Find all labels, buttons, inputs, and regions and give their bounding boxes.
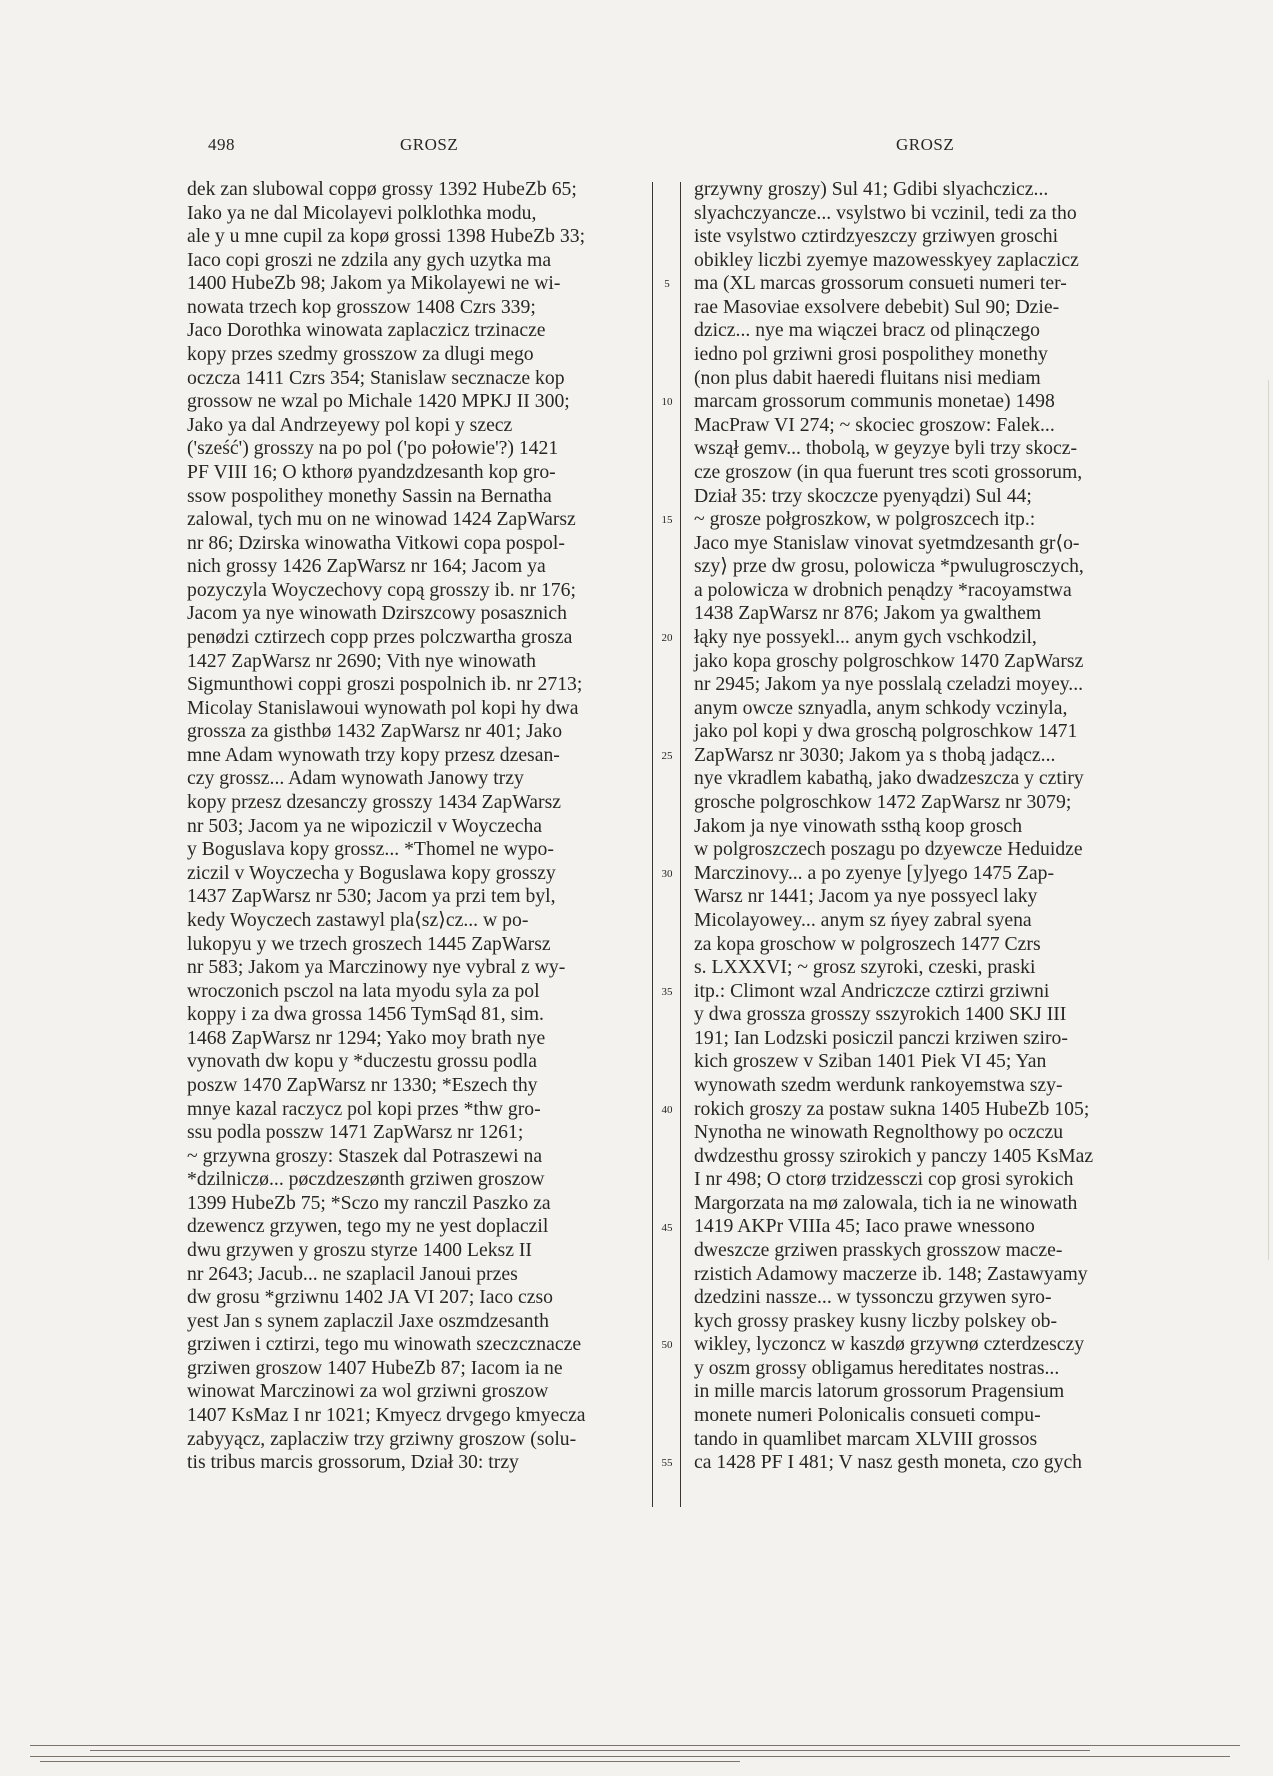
text-line: 1407 KsMaz I nr 1021; Kmyecz drvgego kmyecza (187, 1404, 586, 1427)
text-line: Jacom ya nye winowath Dzirszcowy posasznich (187, 602, 567, 625)
text-line: Micolayowey... anym sz ńyey zabral syena (694, 908, 1032, 931)
text-line: y dwa grossza grosszy sszyrokich 1400 SKJ III (694, 1003, 1067, 1026)
text-line: monete numeri Polonicalis consueti compu- (694, 1404, 1041, 1427)
text-line: koppy i za dwa grossa 1456 TymSąd 81, sim. (187, 1003, 544, 1026)
text-line: ssow pospolithey monethy Sassin na Bernatha (187, 484, 552, 507)
right-column (694, 178, 1116, 1475)
text-line: dzicz... nye ma wiączei bracz od plinączego (694, 319, 1040, 342)
text-line: Iaco copi groszi ne zdzila any gych uzytka ma (187, 248, 552, 271)
text-line: nr 2945; Jakom ya nye posslalą czeladzi moyey... (694, 673, 1084, 696)
text-line: mnye kazal raczycz pol kopi przes *thw gro- (187, 1097, 541, 1120)
text-line: Marczinovy... a po zyenye [y]yego 1475 Zap- (694, 861, 1055, 884)
line-number: 45 (661, 1221, 673, 1234)
text-line: wroczonich psczol na lata myodu syla za pol (187, 979, 540, 1002)
text-line: MacPraw VI 274; ~ skociec groszow: Falek... (694, 413, 1055, 436)
text-line: kopy przes szedmy grosszow za dlugi mego (187, 343, 534, 366)
text-line: 1437 ZapWarsz nr 530; Jacom ya przi tem byl, (187, 885, 556, 908)
text-line: vynovath dw kopu y *duczestu grossu podla (187, 1050, 537, 1073)
text-line: ma (XL marcas grossorum consueti numeri ter- (694, 272, 1067, 295)
running-head-left: GROSZ (400, 135, 459, 154)
line-number: 10 (661, 396, 673, 409)
text-line: nr 503; Jacom ya ne wipoziczil v Woyczecha (187, 814, 543, 837)
text-line: 1468 ZapWarsz nr 1294; Yako moy brath nye (187, 1026, 546, 1049)
line-number: 5 (664, 278, 670, 291)
text-line: iste vsylstwo cztirdzyeszczy grziwyen groschi (694, 225, 1059, 248)
text-line: 191; Ian Lodzski posiczil panczi krziwen sziro- (694, 1026, 1068, 1049)
text-line: zalowal, tych mu on ne winowad 1424 ZapWarsz (187, 508, 576, 531)
text-line: penødzi cztirzech copp przes polczwartha grosza (187, 625, 573, 648)
text-line: ZapWarsz nr 3030; Jakom ya s thobą jadącz... (694, 743, 1056, 766)
text-line: 1400 HubeZb 98; Jakom ya Mikolayewi ne wi- (187, 272, 561, 295)
text-line: dw grosu *grziwnu 1402 JA VI 207; Iaco czso (187, 1286, 553, 1309)
text-line: pozyczyla Woyczechovy copą grosszy ib. nr 176; (187, 578, 576, 601)
text-line: wszął gemv... thobolą, w geyzye byli trzy skocz- (694, 437, 1078, 460)
line-number: 50 (661, 1339, 673, 1352)
text-line: kopy przesz dzesanczy grosszy 1434 ZapWarsz (187, 791, 561, 814)
text-line: rokich groszy za postaw sukna 1405 HubeZb 105; (694, 1097, 1090, 1120)
text-line: y oszm grossy obligamus hereditates nostras... (694, 1356, 1060, 1379)
text-line: Jakom ja nye vinowath ssthą koop grosch (694, 814, 1023, 837)
text-line: lukopyu y we trzech groszech 1445 ZapWarsz (187, 932, 551, 955)
text-line: dwdzesthu grossy szirokich y panczy 1405 KsMaz (694, 1144, 1094, 1167)
text-line: nich grossy 1426 ZapWarsz nr 164; Jacom ya (187, 555, 546, 578)
text-line: grzywny groszy) Sul 41; Gdibi slyachczicz... (694, 178, 1049, 200)
text-line: obikley liczbi zyemye mazowesskyey zaplaczicz (694, 248, 1079, 271)
text-line: ~ grzywna groszy: Staszek dal Potraszewi na (187, 1144, 543, 1167)
text-line: anym owcze sznyadla, anym schkody vczinyla, (694, 696, 1068, 719)
text-line: w polgroszczech poszagu po dzyewcze Heduidze (694, 838, 1083, 861)
scan-edge-mark (1268, 380, 1269, 1260)
text-line: Jako ya dal Andrzeyewy pol kopi y szecz (187, 413, 513, 436)
text-line: czy grossz... Adam wynowath Janowy trzy (187, 767, 524, 790)
text-line: 1438 ZapWarsz nr 876; Jakom ya gwalthem (694, 602, 1042, 625)
text-line: grossza za gisthbø 1432 ZapWarsz nr 401; Jako (187, 720, 563, 743)
text-line: poszw 1470 ZapWarsz nr 1330; *Eszech thy (187, 1073, 538, 1096)
text-line: nye vkradlem kabathą, jako dwadzeszcza y cztiry (694, 767, 1084, 790)
text-line: dweszcze grziwen prasskych grosszow macze- (694, 1239, 1063, 1262)
text-line: y Boguslava kopy grossz... *Thomel ne wypo- (187, 838, 554, 861)
text-line: yest Jan s synem zaplaczil Jaxe oszmdzesanth (187, 1309, 549, 1332)
line-number: 20 (661, 632, 673, 645)
text-line: Nynotha ne winowath Regnolthowy po oczczu (694, 1121, 1064, 1144)
text-line: ('sześć') grosszy na po pol ('po połowie'?) 1421 (187, 437, 559, 460)
text-line: Jaco Dorothka winowata zaplaczicz trzinacze (187, 319, 546, 342)
text-line: cze groszow (in qua fuerunt tres scoti grossorum, (694, 460, 1083, 483)
text-line: Margorzata na mø zalowala, tich ia ne winowath (694, 1191, 1078, 1214)
text-line: dzewencz grzywen, tego my ne yest doplaczil (187, 1215, 549, 1238)
text-line: dek zan slubowal coppø grossy 1392 HubeZb 65; (187, 178, 577, 200)
text-line: PF VIII 16; O kthorø pyandzdzesanth kop gro- (187, 460, 556, 483)
text-line: itp.: Climont wzal Andriczcze cztirzi grziwni (694, 979, 1050, 1002)
line-number: 15 (661, 514, 673, 527)
left-column (187, 178, 609, 1475)
line-number: 30 (661, 867, 673, 880)
text-line: szy⟩ prze dw grosu, polowicza *pwulugrosczych, (694, 555, 1084, 578)
text-line: nowata trzech kop grosszow 1408 Czrs 339; (187, 295, 536, 318)
text-line: s. LXXXVI; ~ grosz szyroki, czeski, praski (694, 956, 1036, 979)
text-line: jako pol kopi y dwa groschą polgroschkow 1471 (694, 720, 1078, 743)
text-line: zabyyącz, zaplacziw trzy grziwny groszow (solu- (187, 1427, 577, 1450)
text-line: (non plus dabit haeredi fluitans nisi mediam (694, 366, 1041, 389)
text-line: rzistich Adamowy maczerze ib. 148; Zastawyamy (694, 1262, 1088, 1285)
text-line: marcam grossorum communis monetae) 1498 (694, 390, 1055, 413)
text-line: I nr 498; O ctorø trzidzessczi cop grosi syrokich (694, 1168, 1074, 1191)
text-line: dwu grzywen y groszu styrze 1400 Leksz II (187, 1239, 532, 1262)
text-line: rae Masoviae exsolvere debebit) Sul 90; Dzie- (694, 295, 1060, 318)
text-line: Dział 35: trzy skoczcze pyenyądzi) Sul 44; (694, 484, 1032, 507)
text-line: dzedzini nassze... w tyssonczu grzywen syro- (694, 1286, 1052, 1309)
text-line: grziwen i cztirzi, tego mu winowath szeczcznacze (187, 1333, 582, 1356)
text-line: ssu podla posszw 1471 ZapWarsz nr 1261; (187, 1121, 524, 1144)
text-line: kedy Woyczech zastawyl pla⟨sz⟩cz... w po- (187, 908, 529, 931)
text-line: nr 86; Dzirska winowatha Vitkowi copa pospol- (187, 531, 565, 554)
text-line: oczcza 1411 Czrs 354; Stanislaw secznacze kop (187, 366, 565, 389)
text-line: winowat Marczinowi za wol grziwni groszow (187, 1380, 549, 1403)
text-line: ~ grosze połgroszkow, w polgroszcech itp.: (694, 508, 1036, 531)
text-line: mne Adam wynowath trzy kopy przesz dzesan- (187, 743, 560, 766)
text-line: łąky nye possyekl... anym gych vschkodzil, (694, 625, 1037, 648)
text-line: tis tribus marcis grossorum, Dział 30: trzy (187, 1451, 519, 1474)
text-line: ca 1428 PF I 481; V nasz gesth moneta, czo gych (694, 1451, 1083, 1474)
bottom-scan-lines (30, 1745, 1240, 1765)
text-line: Iako ya ne dal Micolayevi polklothka modu, (187, 201, 537, 224)
text-line: *dzilniczø... pøczdzeszønth grziwen groszow (187, 1168, 545, 1191)
text-line: iedno pol grziwni grosi pospolithey monethy (694, 343, 1048, 366)
running-head-right: GROSZ (896, 135, 955, 154)
text-line: za kopa groschow w polgroszech 1477 Czrs (694, 932, 1041, 955)
text-line: ale y u mne cupil za kopø grossi 1398 HubeZb 33; (187, 225, 586, 248)
text-line: grziwen groszow 1407 HubeZb 87; Iacom ia ne (187, 1356, 563, 1379)
text-line: grosche polgroschkow 1472 ZapWarsz nr 3079; (694, 791, 1072, 814)
page-number: 498 (208, 135, 235, 154)
text-line: nr 583; Jakom ya Marczinowy nye vybral z wy- (187, 956, 566, 979)
text-line: grossow ne wzal po Michale 1420 MPKJ II 300; (187, 390, 570, 413)
text-line: ziczil v Woyczecha y Boguslawa kopy grosszy (187, 861, 556, 884)
text-line: nr 2643; Jacub... ne szaplacil Janoui przes (187, 1262, 518, 1285)
text-line: Warsz nr 1441; Jacom ya nye possyecl laky (694, 885, 1038, 908)
line-number: 35 (661, 985, 673, 998)
text-line: tando in quamlibet marcam XLVIII grossos (694, 1427, 1038, 1450)
page-header (208, 135, 1063, 161)
text-line: kych grossy praskey kusny liczby polskey ob- (694, 1309, 1058, 1332)
text-line: Sigmunthowi coppi groszi pospolnich ib. nr 2713; (187, 673, 583, 696)
text-line: wynowath szedm werdunk rankoyemstwa szy- (694, 1073, 1063, 1096)
text-line: a polowicza w drobnich penądzy *racoyamstwa (694, 578, 1072, 601)
text-line: kich groszew v Sziban 1401 Piek VI 45; Yan (694, 1050, 1047, 1073)
text-line: wikley, lyczoncz w kaszdø grzywnø czterdzesczy (694, 1333, 1085, 1356)
text-line: Jaco mye Stanislaw vinovat syetmdzesanth gr⟨o- (694, 531, 1080, 554)
line-number: 40 (661, 1103, 673, 1116)
text-line: 1399 HubeZb 75; *Sczo my ranczil Paszko za (187, 1191, 551, 1214)
text-line: slyachczyancze... vsylstwo bi vczinil, tedi za tho (694, 201, 1077, 224)
text-line: in mille marcis latorum grossorum Pragensium (694, 1380, 1065, 1403)
text-line: 1419 AKPr VIIIa 45; Iaco prawe wnessono (694, 1215, 1035, 1238)
column-rule-left (652, 182, 653, 1507)
line-number: 25 (661, 749, 673, 762)
text-line: 1427 ZapWarsz nr 2690; Vith nye winowath (187, 649, 536, 672)
text-line: Micolay Stanislawoui wynowath pol kopi hy dwa (187, 696, 579, 719)
line-number: 55 (661, 1457, 673, 1470)
column-rule-right (680, 182, 681, 1507)
text-line: jako kopa groschy polgroschkow 1470 ZapWarsz (694, 649, 1084, 672)
